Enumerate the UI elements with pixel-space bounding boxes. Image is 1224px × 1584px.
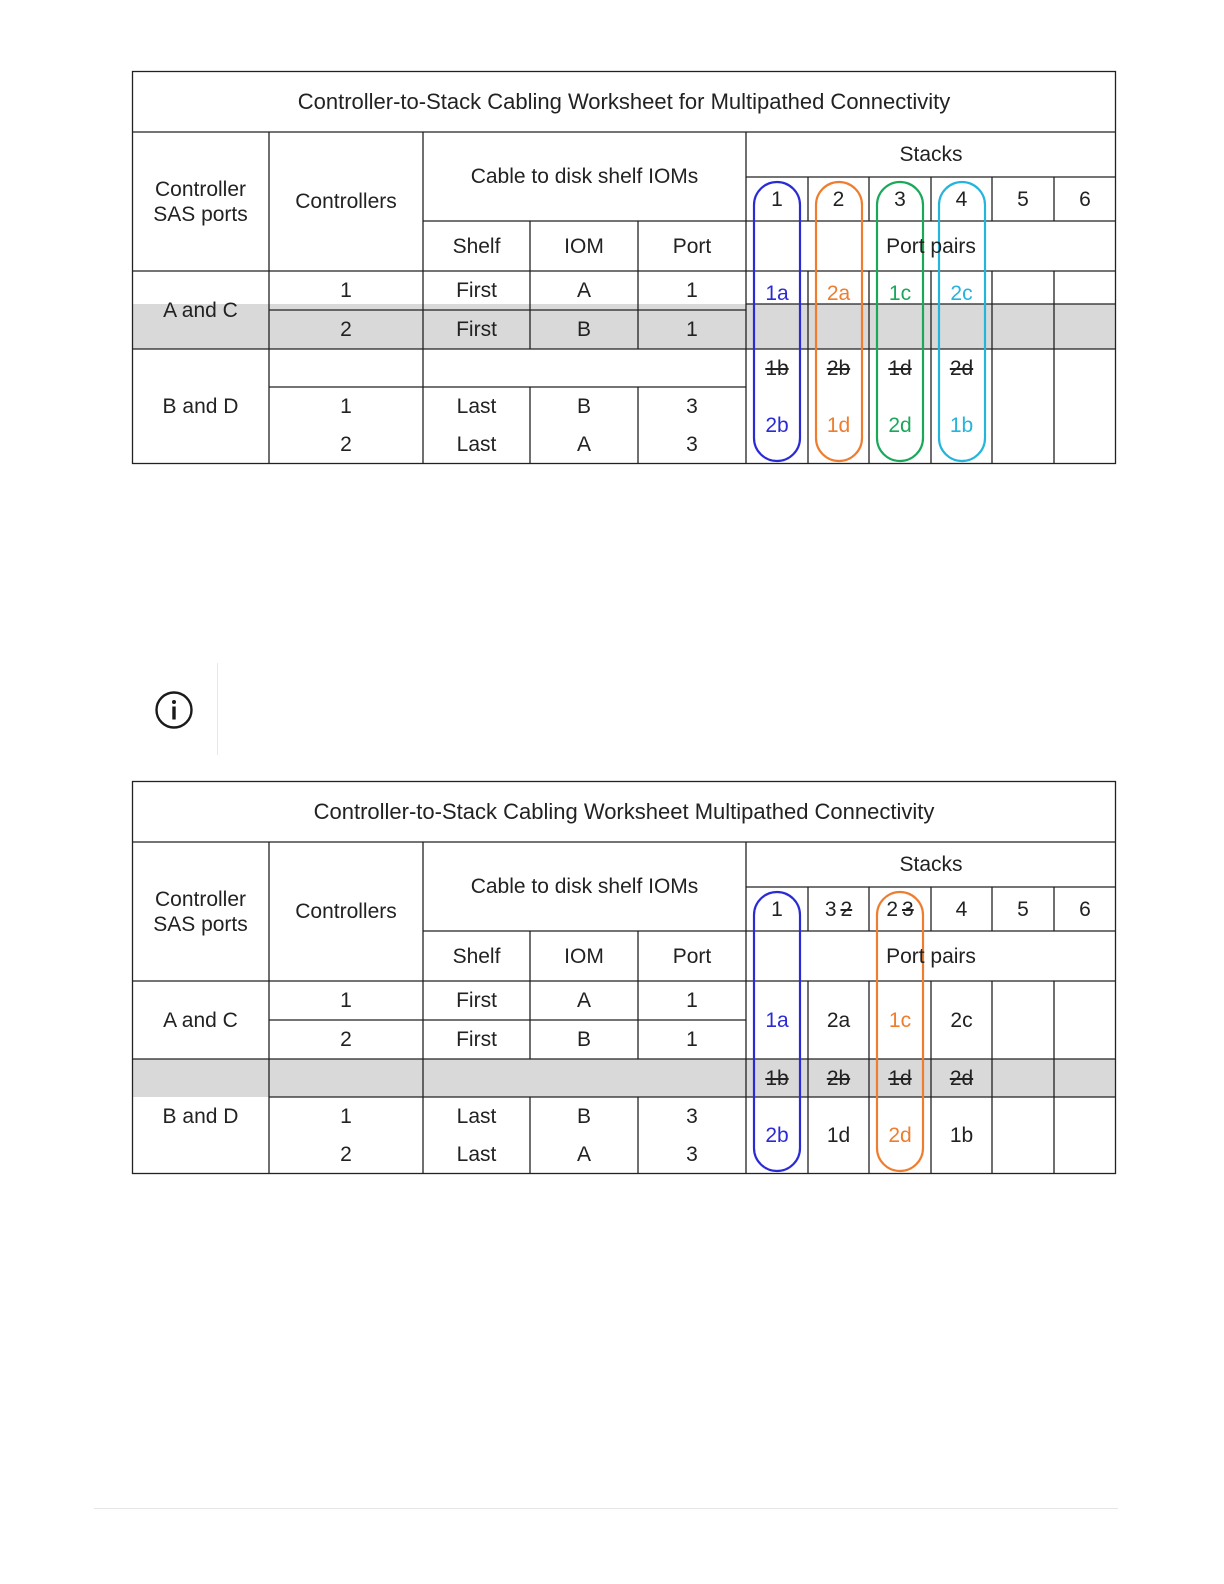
controller-cell: 2: [340, 1028, 352, 1051]
port-pair-cell: 1a: [765, 281, 789, 305]
controller-cell: 2: [340, 318, 352, 341]
stack-number: 4: [955, 897, 968, 921]
iom-cell: A: [576, 989, 591, 1012]
iom-cell: B: [576, 1104, 591, 1128]
cabling-worksheet-1: [132, 71, 1116, 464]
shelf-cell: Last: [456, 433, 497, 456]
page-footer-divider: [94, 1508, 1118, 1509]
port-pair-cell: 1c: [888, 281, 912, 305]
iom-cell: A: [576, 1143, 591, 1166]
iom-cell: B: [576, 394, 591, 418]
struck-port-pair: 2d: [949, 1066, 974, 1090]
cabling-worksheet-2: [132, 781, 1116, 1174]
controllers-header: Controllers: [295, 190, 397, 213]
sas-ports-header: Controller SAS ports: [153, 177, 248, 226]
stack-number: 1: [771, 897, 783, 921]
controller-cell: 1: [340, 1104, 352, 1128]
port-pair-cell: 1b: [949, 1124, 974, 1147]
port-header: Port: [672, 944, 712, 968]
shelf-cell: First: [456, 318, 497, 341]
sas-ports-header: Controller SAS ports: [153, 887, 248, 936]
stack-number: 6: [1079, 897, 1091, 921]
shelf-header: Shelf: [452, 234, 501, 258]
struck-port-pair: 1b: [765, 356, 789, 380]
info-circle-icon: [154, 690, 194, 730]
group-label: A and C: [163, 298, 238, 322]
stack-number: 6: [1079, 187, 1091, 211]
port-pair-cell: 1c: [888, 1008, 912, 1032]
port-pair-cell: 2a: [826, 281, 851, 305]
port-pair-cell: 2d: [888, 1124, 912, 1147]
controller-cell: 1: [340, 279, 352, 302]
port-pair-cell: 2a: [826, 1008, 851, 1032]
iom-header: IOM: [564, 944, 604, 968]
stack-number-new: 2: [886, 897, 898, 921]
shelf-cell: Last: [456, 1143, 497, 1166]
stack-number: 1: [771, 187, 783, 211]
stacks-header: Stacks: [899, 143, 963, 166]
struck-port-pair: 1b: [765, 1066, 789, 1090]
port-pair-cell: 2b: [765, 1124, 789, 1147]
controller-cell: 2: [340, 1143, 352, 1166]
stack-number-edit: [869, 887, 931, 931]
stack-number-old: 2: [840, 897, 853, 921]
note-divider: [217, 663, 218, 755]
port-cell: 3: [686, 1104, 698, 1128]
controllers-header: Controllers: [295, 900, 397, 923]
shelf-header: Shelf: [452, 944, 501, 968]
cable-to-iom-header: Cable to disk shelf IOMs: [470, 165, 699, 188]
port-pair-cell: 2c: [950, 281, 973, 305]
struck-port-pair: 2b: [826, 1066, 851, 1090]
shelf-cell: First: [456, 279, 497, 302]
port-cell: 1: [686, 279, 698, 302]
iom-cell: A: [576, 433, 591, 456]
port-pair-cell: 1a: [765, 1008, 789, 1032]
struck-port-pair: 1d: [888, 1066, 912, 1090]
stack-number-edit: [808, 887, 869, 931]
iom-cell: B: [576, 1028, 591, 1051]
iom-cell: A: [576, 279, 591, 302]
port-pair-cell: 2d: [888, 414, 912, 437]
controller-cell: 1: [340, 989, 352, 1012]
shelf-cell: Last: [456, 1104, 497, 1128]
cable-to-iom-header: Cable to disk shelf IOMs: [470, 875, 699, 898]
shelf-cell: First: [456, 1028, 497, 1051]
iom-header: IOM: [564, 234, 604, 258]
stack-number: 3: [894, 187, 906, 211]
port-pairs-header: Port pairs: [886, 944, 976, 968]
group-label: B and D: [162, 395, 239, 418]
stack-number: 5: [1017, 897, 1029, 921]
controller-cell: 2: [340, 433, 352, 456]
port-pair-cell: 1d: [826, 1124, 851, 1147]
iom-cell: B: [576, 318, 591, 341]
port-cell: 1: [686, 1028, 698, 1051]
stack-number-new: 3: [824, 897, 837, 921]
port-cell: 1: [686, 318, 698, 341]
struck-port-pair: 2d: [949, 356, 974, 380]
stacks-header: Stacks: [899, 853, 963, 876]
port-header: Port: [672, 234, 712, 258]
port-pair-cell: 1d: [826, 414, 851, 437]
shelf-cell: Last: [456, 394, 497, 418]
port-pair-cell: 1b: [949, 414, 974, 437]
stack-number-old: 3: [902, 897, 914, 921]
group-label: A and C: [163, 1008, 238, 1032]
group-label: B and D: [162, 1105, 239, 1128]
port-pairs-header: Port pairs: [886, 234, 976, 258]
port-pair-cell: 2c: [950, 1008, 973, 1032]
shelf-cell: First: [456, 989, 497, 1012]
port-cell: 3: [686, 433, 698, 456]
stack-number: 5: [1017, 187, 1029, 211]
port-cell: 3: [686, 394, 698, 418]
port-pair-cell: 2b: [765, 414, 789, 437]
port-cell: 3: [686, 1143, 698, 1166]
struck-port-pair: 1d: [888, 356, 912, 380]
controller-cell: 1: [340, 394, 352, 418]
struck-port-pair: 2b: [826, 356, 851, 380]
port-cell: 1: [686, 989, 698, 1012]
worksheet-title: Controller-to-Stack Cabling Worksheet Multipathed Connectivity: [313, 799, 935, 824]
worksheet-title: Controller-to-Stack Cabling Worksheet for Multipathed Connectivity: [297, 89, 951, 114]
stack-number: 4: [955, 187, 968, 211]
stack-number: 2: [832, 187, 845, 211]
